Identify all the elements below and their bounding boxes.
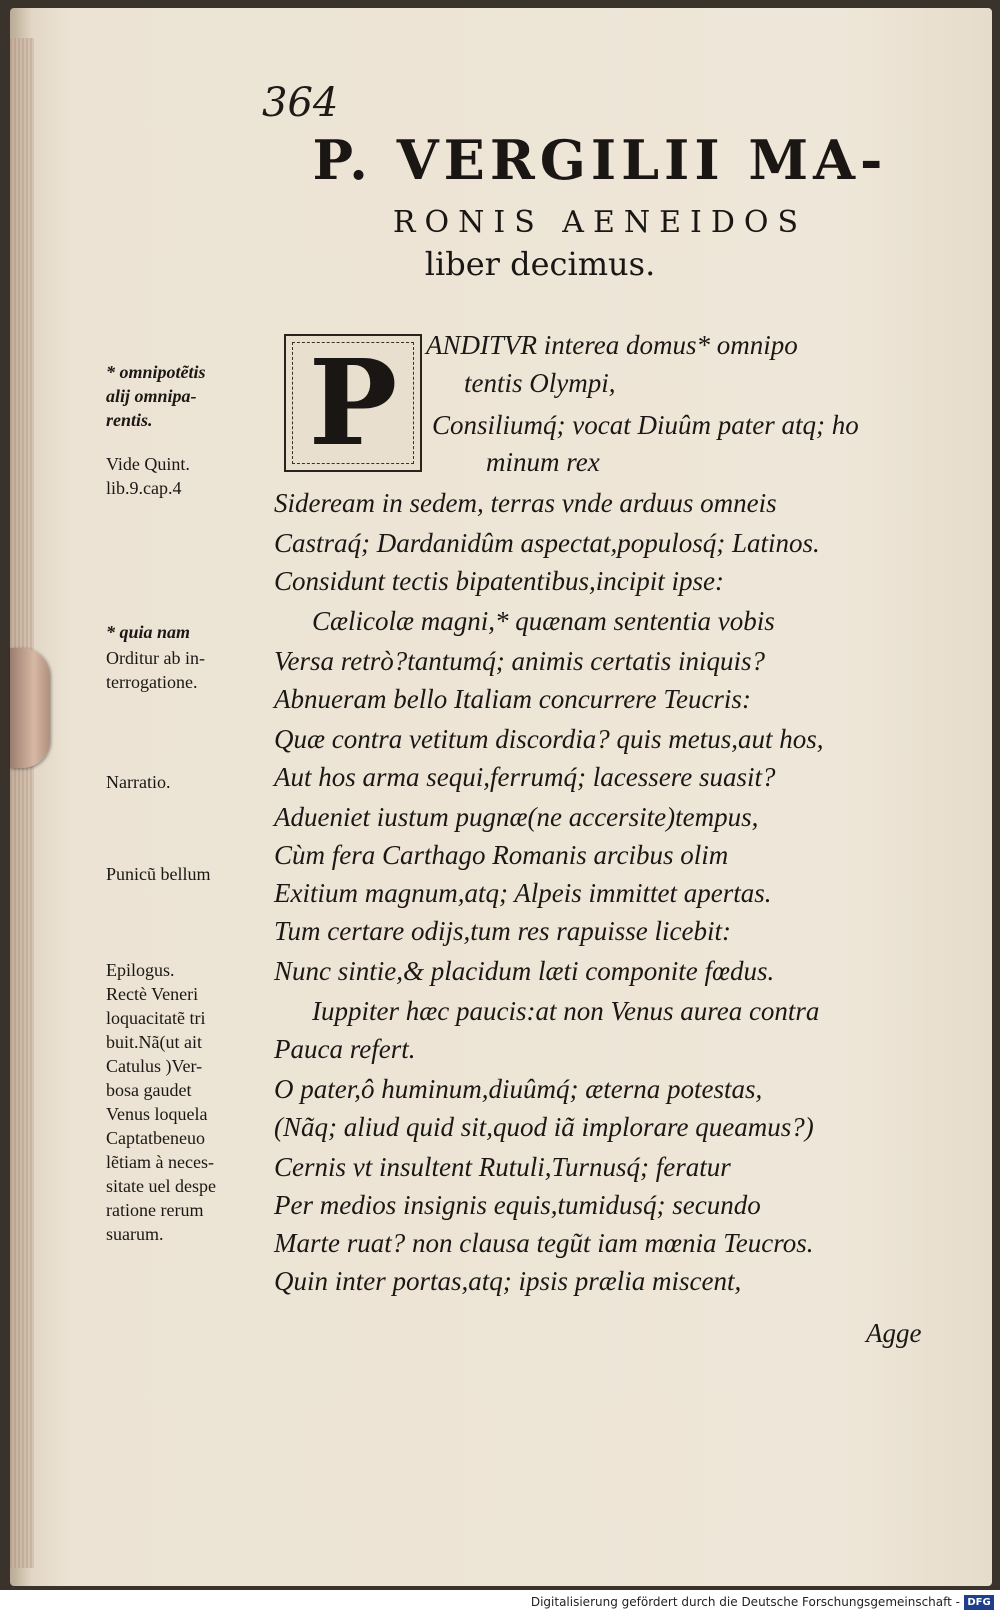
- margin-note: Narratio.: [106, 772, 171, 792]
- margin-note: * omnipotẽtis: [106, 362, 206, 382]
- verse-line: Tum certare odijs,tum res rapuisse licebit:: [274, 916, 731, 946]
- verse-line: Exitium magnum,atq; Alpeis immittet apertas.: [274, 878, 772, 908]
- verse-line: ANDITVR interea domus* omnipo: [426, 330, 798, 360]
- verse-line: Cernis vt insultent Rutuli,Turnusq́; feratur: [274, 1152, 731, 1182]
- verse-line: minum rex: [486, 447, 600, 477]
- verse-line: Cælicolæ magni,* quænam sententia vobis: [312, 606, 775, 636]
- decorated-initial: [284, 334, 422, 472]
- verse-line: Nunc sintie,& placidum læti componite fœdus.: [274, 956, 775, 986]
- verse-line: O pater,ô huminum,diuûmq́; æterna potestas,: [274, 1074, 763, 1104]
- margin-note: lib.9.cap.4: [106, 478, 182, 498]
- page-number: 364: [262, 80, 339, 126]
- verse-line: Adueniet iustum pugnæ(ne accersite)tempus,: [274, 802, 759, 832]
- page-subtitle: RONIS AENEIDOS: [392, 205, 808, 240]
- verse-line: Consiliumq́; vocat Diuûm pater atq; ho: [432, 410, 859, 440]
- page-edges: [10, 38, 34, 1568]
- footer-credit: Digitalisierung gefördert durch die Deutsche Forschungsgemeinschaft -: [530, 1595, 960, 1609]
- margin-note: * quia nam: [106, 622, 191, 642]
- verse-line: Aut hos arma sequi,ferrumq́; lacessere suasit?: [274, 762, 776, 792]
- verse-line: Versa retrò?tantumq́; animis certatis iniquis?: [274, 646, 765, 676]
- margin-note: Venus loquela: [106, 1104, 208, 1124]
- margin-note: suarum.: [106, 1224, 164, 1244]
- margin-note: ratione rerum: [106, 1200, 204, 1220]
- verse-line: Quin inter portas,atq; ipsis prælia miscent,: [274, 1266, 742, 1296]
- verse-line: Cùm fera Carthago Romanis arcibus olim: [274, 840, 729, 870]
- margin-note: Orditur ab in-: [106, 648, 205, 668]
- verse-line: Pauca refert.: [274, 1034, 416, 1064]
- margin-note: lẽtiam à neces-: [106, 1152, 214, 1172]
- footer-bar: [0, 1590, 1000, 1617]
- margin-note: Rectè Veneri: [106, 984, 199, 1004]
- bookmark-tab: [10, 648, 50, 768]
- margin-note: Epilogus.: [106, 960, 175, 980]
- dfg-logo: DFG: [964, 1595, 994, 1610]
- book-label: liber decimus.: [424, 245, 656, 283]
- verse-line: Considunt tectis bipatentibus,incipit ipse:: [274, 566, 724, 596]
- verse-line: Iuppiter hæc paucis:at non Venus aurea contra: [312, 996, 820, 1026]
- margin-note: bosa gaudet: [106, 1080, 192, 1100]
- margin-note: Punicũ bellum: [106, 864, 211, 884]
- verse-line: Quæ contra vetitum discordia? quis metus,aut hos,: [274, 724, 824, 754]
- margin-note: loquacitatẽ tri: [106, 1008, 206, 1028]
- margin-note: Captatbeneuo: [106, 1128, 205, 1148]
- margin-note: sitate uel despe: [106, 1176, 216, 1196]
- verse-line: tentis Olympi,: [464, 368, 616, 398]
- margin-note: terrogatione.: [106, 672, 198, 692]
- verse-line: Castraq́; Dardanidûm aspectat,populosq́; Latinos.: [274, 528, 820, 558]
- verse-line: Marte ruat? non clausa tegũt iam mœnia Teucros.: [274, 1228, 814, 1258]
- margin-note: rentis.: [106, 410, 153, 430]
- margin-note: buit.Nã(ut ait: [106, 1032, 202, 1052]
- verse-line: Per medios insignis equis,tumidusq́; secundo: [274, 1190, 761, 1220]
- page-title: P. VERGILII MA-: [312, 128, 888, 192]
- margin-note: alij omnipa-: [106, 386, 197, 406]
- verse-line: Sideream in sedem, terras vnde arduus omneis: [274, 488, 777, 518]
- verse-line: (Nãq; aliud quid sit,quod iã implorare queamus?): [274, 1112, 814, 1142]
- margin-note: Vide Quint.: [106, 454, 190, 474]
- initial-letter: P: [308, 333, 398, 472]
- verse-line: Abnueram bello Italiam concurrere Teucris:: [274, 684, 751, 714]
- catchword: Agge: [866, 1318, 922, 1348]
- margin-note: Catulus )Ver-: [106, 1056, 203, 1076]
